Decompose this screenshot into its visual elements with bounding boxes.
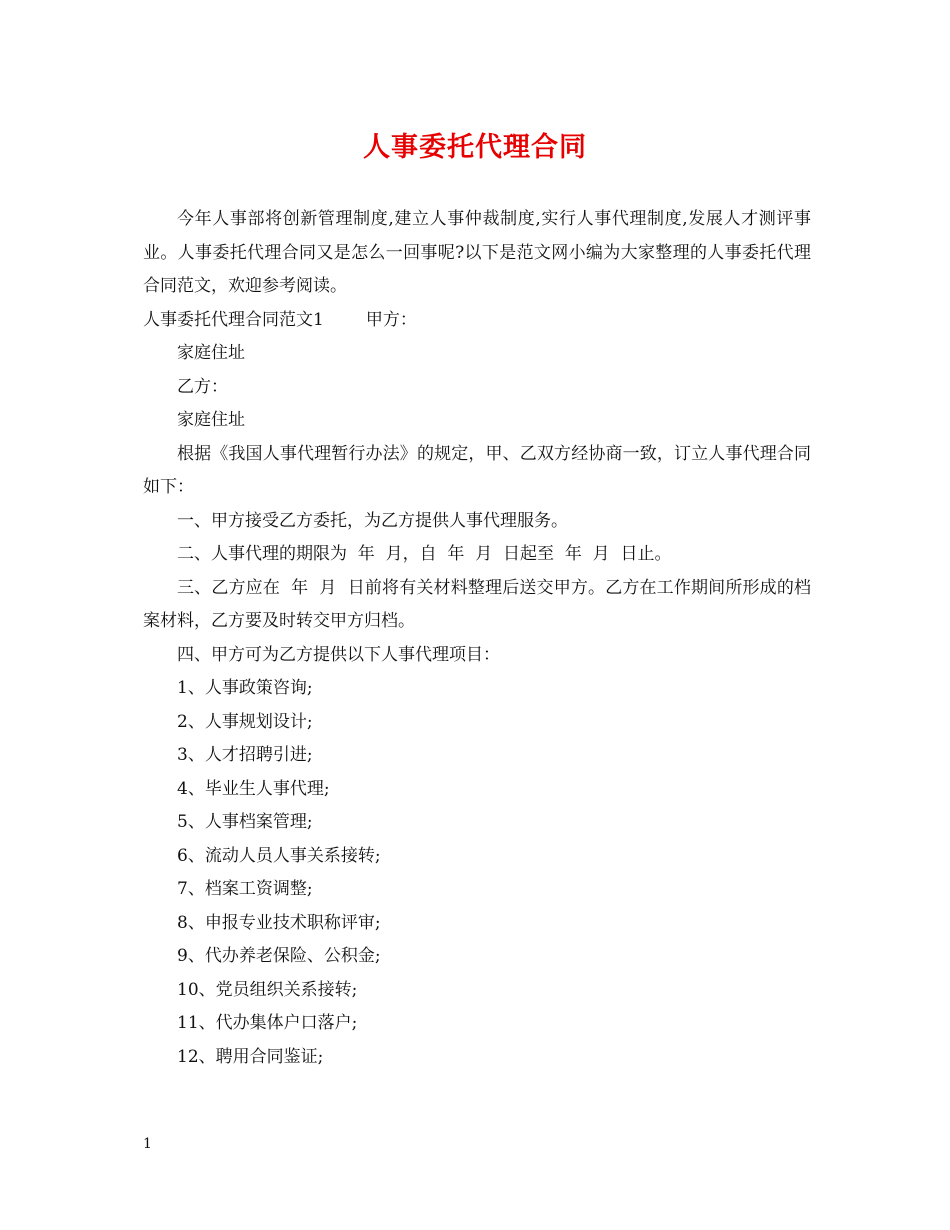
clause-3: 三、乙方应在 年 月 日前将有关材料整理后送交甲方。乙方在工作期间所形成的档案材料，乙方要及时转交甲方归档。 — [143, 577, 811, 631]
list-item: 11、代办集体户口落户; — [177, 1013, 358, 1033]
list-item: 6、流动人员人事关系接转; — [177, 845, 381, 866]
list-item: 1、人事政策咨询; — [177, 678, 313, 698]
list-item: 8、申报专业技术职称评审; — [177, 912, 381, 933]
party-b-label: 乙方： — [177, 376, 228, 397]
page-number: 1 — [143, 1136, 152, 1152]
intro-paragraph: 今年人事部将创新管理制度,建立人事仲裁制度,实行人事代理制度,发展人才测评事业。人事委托代理合同又是怎么一回事呢?以下是范文网小编为大家整理的人事委托代理合同范文，欢迎参考阅读。 — [143, 209, 811, 296]
list-item: 5、人事档案管理; — [177, 812, 313, 832]
sample-heading-line — [143, 304, 811, 338]
sample-heading: 人事委托代理合同范文1 — [143, 309, 324, 330]
party-b-address: 家庭住址 — [177, 410, 245, 430]
list-item: 4、毕业生人事代理; — [177, 778, 330, 799]
party-a-label: 甲方： — [365, 309, 417, 330]
list-item: 9、代办养老保险、公积金; — [177, 946, 381, 966]
list-item: 2、人事规划设计; — [177, 711, 313, 732]
clause-1: 一、甲方接受乙方委托，为乙方提供人事代理服务。 — [177, 510, 568, 531]
party-a-address: 家庭住址 — [177, 343, 245, 363]
document-body — [143, 203, 811, 1074]
clause-4: 四、甲方可为乙方提供以下人事代理项目： — [177, 644, 500, 665]
list-item: 12、聘用合同鉴证; — [177, 1046, 324, 1067]
list-item: 3、人才招聘引进; — [177, 745, 313, 765]
list-item: 7、档案工资调整; — [177, 879, 313, 899]
basis-paragraph: 根据《我国人事代理暂行办法》的规定，甲、乙双方经协商一致，订立人事代理合同如下： — [143, 443, 811, 497]
document-title: 人事委托代理合同 — [363, 132, 587, 163]
list-item: 10、党员组织关系接转; — [177, 979, 358, 1000]
clause-2: 二、人事代理的期限为 年 月，自 年 月 日起至 年 月 日止。 — [177, 544, 672, 564]
